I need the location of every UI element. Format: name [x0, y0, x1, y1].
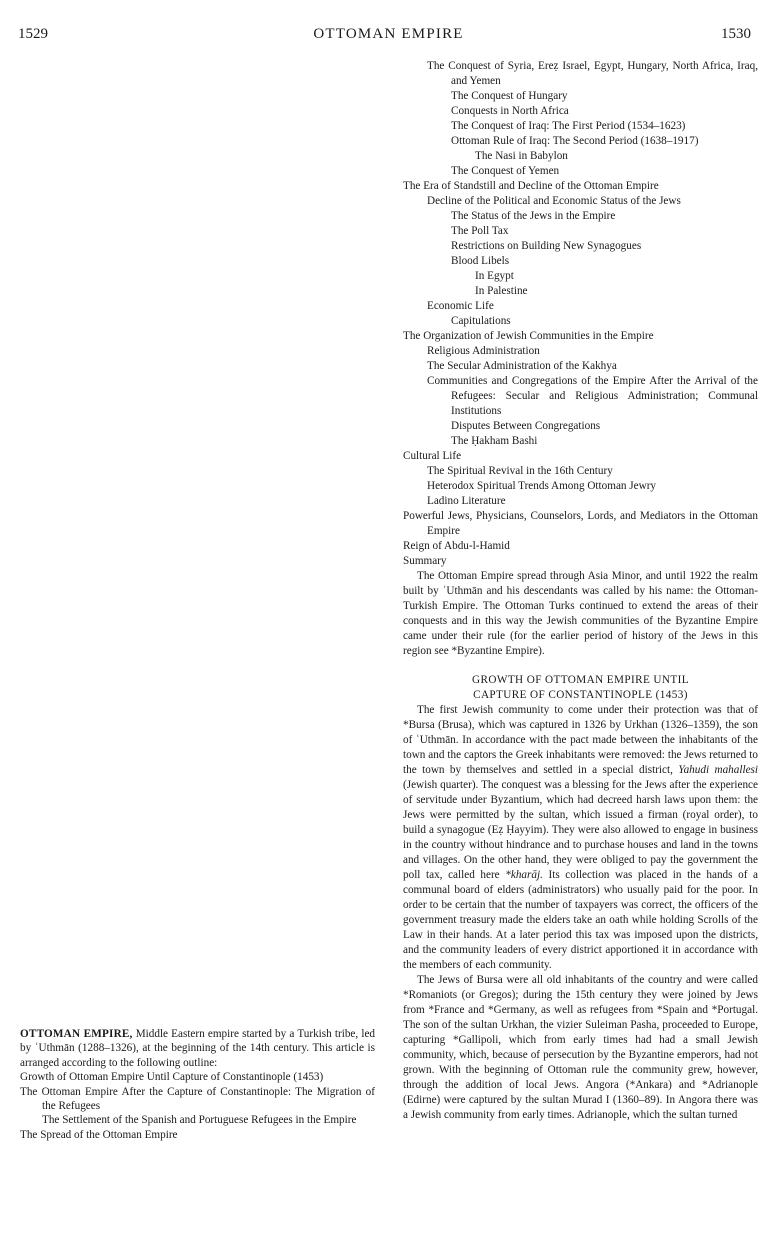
- outline-item: The Settlement of the Spanish and Portuguese Refugees in the Empire: [42, 1114, 357, 1127]
- outline-item: The Conquest of Iraq: The First Period (1534–1623): [451, 120, 686, 132]
- entry-intro: [20, 1027, 375, 1070]
- outline-item: In Palestine: [475, 285, 528, 297]
- italic-term: Yahudi mahallesi: [678, 764, 759, 776]
- outline-item: Capitulations: [451, 315, 511, 327]
- body-paragraph: The Jews of Bursa were all old inhabitants of the country and were called *Romaniots (or Gregos); during the 15th century they were joined by Jews from *France and *Germany, as well as refugees from *Spain and *Portugal. The son of the sultan Urkhan, the vizier Suleiman Pasha, proceeded to Europe, capturing *Gallipoli, which from early times had had a small Jewish community, which, because of persecution by the Byzantine emperors, had not grown. With the beginning of Ottoman rule the community grew, however, through the addition of local Jews. Angora (*Ankara) and *Adrianople (Edirne) were captured by the sultan Murad I (1360–89). In Angora there was a Jewish community from early times. Adrianople, which the sultan turned: [403, 974, 758, 1121]
- outline-item: The Era of Standstill and Decline of the Ottoman Empire: [403, 180, 659, 192]
- outline-item: Religious Administration: [427, 345, 540, 357]
- paragraph-text: The first Jewish community to come under their protection was that of *Bursa (Brusa), which was captured in 1326 by Urkhan (1326–1359), the son of ʿUthmān. In accordance with the pact made between the inhabitants of the town and the captors the Greek inhabitants were removed: the Jews returned to the town by themselves and settled in a special district,: [403, 704, 758, 776]
- outline-item: Ottoman Rule of Iraq: The Second Period (1638–1917): [451, 135, 699, 147]
- outline-item: The Ḥakham Bashi: [451, 435, 538, 447]
- outline-item: Cultural Life: [403, 450, 462, 462]
- paragraph-text: Its collection was placed in the hands of a communal board of elders (administrators) who usually paid for the poor. In order to be certain that the number of taxpayers was correct, the officers of the government treasury made the elders take an oath while holding Scrolls of the Law in their hands. At a later period this tax was imposed upon the districts, and the community leaders of every district apportioned it in accordance with the members of each community.: [403, 869, 758, 971]
- outline-list-left: [20, 1070, 375, 1142]
- outline-item: The Conquest of Yemen: [451, 165, 560, 177]
- entry-headword: OTTOMAN EMPIRE,: [20, 1028, 133, 1040]
- outline-item: The Status of the Jews in the Empire: [451, 210, 616, 222]
- paragraph-text: (Jewish quarter). The conquest was a blessing for the Jews after the experience of servitude under Byzantium, which had decreed harsh laws upon them: the Jews were permitted by the sultan, which issued a firman (royal order), to build a synagogue (Eẓ Ḥayyim). They were also allowed to engage in business in the country without hindrance and to purchase houses and land in the towns and villages. On the other hand, they were obliged to pay the government the poll tax, called here: [403, 779, 758, 881]
- outline-item: Decline of the Political and Economic Status of the Jews: [427, 195, 681, 207]
- outline-item: Disputes Between Congregations: [451, 420, 601, 432]
- section-heading-line: CAPTURE OF CONSTANTINOPLE (1453): [473, 689, 688, 701]
- right-column: [403, 59, 758, 1123]
- outline-item: The Secular Administration of the Kakhya: [427, 360, 617, 372]
- page-number-right: 1530: [721, 26, 751, 42]
- left-column: [20, 1027, 375, 1142]
- outline-item: Conquests in North Africa: [451, 105, 569, 117]
- running-title: OTTOMAN EMPIRE: [313, 26, 464, 42]
- outline-item: Communities and Congregations of the Empire After the Arrival of the Refugees: Secular and Religious Administration; Communal Institutions: [427, 375, 758, 417]
- outline-item: The Organization of Jewish Communities in the Empire: [403, 330, 654, 342]
- outline-list-right: [403, 59, 758, 569]
- outline-item: Ladino Literature: [427, 495, 506, 507]
- section-heading: [403, 673, 758, 703]
- outline-item: Reign of Abdu-l-Hamid: [403, 540, 510, 552]
- body-paragraph: [403, 703, 758, 973]
- outline-item: The Ottoman Empire After the Capture of Constantinople: The Migration of the Refugees: [20, 1085, 375, 1113]
- outline-item: The Spread of the Ottoman Empire: [20, 1128, 178, 1141]
- outline-item: The Conquest of Syria, Ereẓ Israel, Egypt, Hungary, North Africa, Iraq, and Yemen: [427, 60, 758, 87]
- page-number-left: 1529: [18, 26, 48, 42]
- outline-item: Summary: [403, 555, 447, 567]
- italic-term: *kharāj.: [505, 869, 543, 881]
- entry-intro-text: Middle Eastern empire started by a Turkish tribe, led by ʿUthmān (1288–1326), at the beginning of the 14th century. This article is arranged according to the following outline:: [20, 1028, 375, 1069]
- outline-item: In Egypt: [475, 270, 514, 282]
- outline-item: Growth of Ottoman Empire Until Capture of Constantinople (1453): [20, 1071, 324, 1084]
- section-heading-line: GROWTH OF OTTOMAN EMPIRE UNTIL: [472, 674, 689, 686]
- outline-item: Heterodox Spiritual Trends Among Ottoman Jewry: [427, 480, 657, 492]
- intro-paragraph: The Ottoman Empire spread through Asia Minor, and until 1922 the realm built by ʿUthmān and his descendants was called by his name: the Ottoman-Turkish Empire. The Ottoman Turks continued to extend the areas of their conquests and in this way the Jewish communities of the Byzantine Empire came under their rule (for the earlier period of history of the Jews in this region see *Byzantine Empire).: [403, 570, 758, 657]
- outline-item: Restrictions on Building New Synagogues: [451, 240, 642, 252]
- outline-item: The Spiritual Revival in the 16th Century: [427, 465, 613, 477]
- outline-item: The Poll Tax: [451, 225, 509, 237]
- outline-item: Powerful Jews, Physicians, Counselors, Lords, and Mediators in the Ottoman Empire: [403, 510, 758, 537]
- outline-item: Blood Libels: [451, 255, 510, 267]
- outline-item: Economic Life: [427, 300, 494, 312]
- outline-item: The Nasi in Babylon: [475, 150, 568, 162]
- outline-item: The Conquest of Hungary: [451, 90, 568, 102]
- running-header: [0, 0, 777, 50]
